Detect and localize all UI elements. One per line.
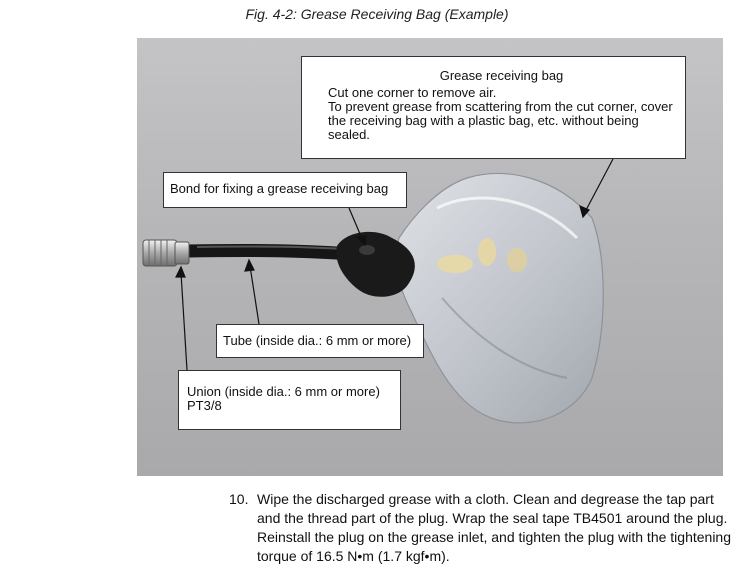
callout-bag-title: Grease receiving bag <box>439 68 564 83</box>
tube <box>189 250 362 255</box>
callout-tube: Tube (inside dia.: 6 mm or more) <box>216 324 424 358</box>
callout-union-line1: Union (inside dia.: 6 mm or more) <box>187 384 380 399</box>
photo-grease-receiving-bag <box>137 38 723 476</box>
plastic-bag <box>396 174 603 423</box>
grease-blob <box>478 238 496 266</box>
grease-blob <box>507 248 527 272</box>
callout-bond: Bond for fixing a grease receiving bag <box>163 172 407 208</box>
callout-bag-line2: To prevent grease from scattering from the cut corner, cover the receiving bag with a plastic bag, etc. without being sealed. <box>328 99 673 142</box>
step-number: 10. <box>229 491 249 507</box>
grease-blob <box>437 255 473 273</box>
callout-union <box>178 370 401 430</box>
callout-grease-receiving-bag <box>301 56 686 159</box>
step-10 <box>229 490 734 566</box>
callout-union-line2: PT3/8 <box>187 398 222 413</box>
union-fitting <box>143 240 177 266</box>
figure-caption: Fig. 4-2: Grease Receiving Bag (Example) <box>245 6 509 22</box>
step-text: Wipe the discharged grease with a cloth. Clean and degrease the tap part and the thread part of the plug. Wrap the seal tape TB4501 around the plug. Reinstall the plug on the grease inlet, and tighten the plug with the tightening torque of 16.5 N•m (1.7 kgf•m). <box>257 491 731 564</box>
callout-bag-line1: Cut one corner to remove air. <box>328 85 497 100</box>
